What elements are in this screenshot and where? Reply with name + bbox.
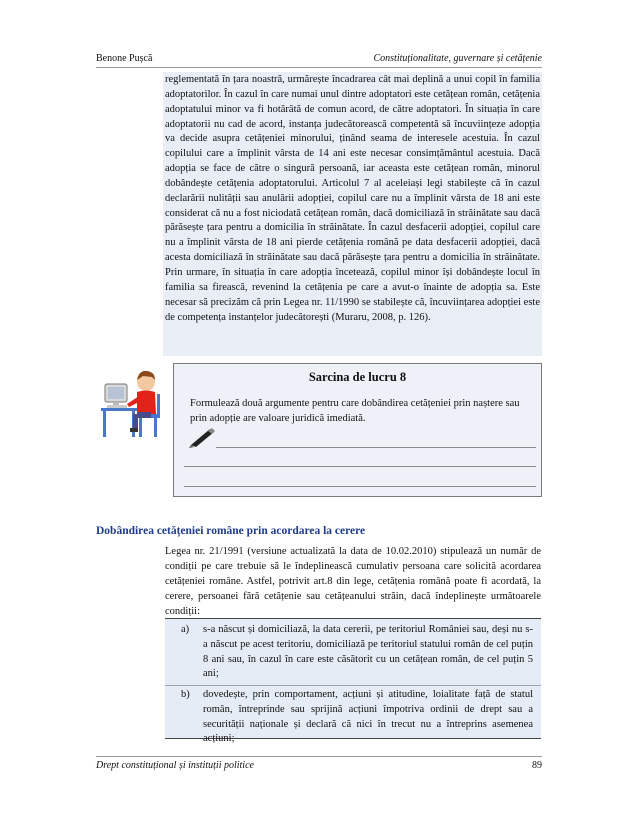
item-marker: b) — [181, 689, 190, 700]
writing-line — [216, 447, 536, 448]
task-title: Sarcina de lucru 8 — [308, 370, 407, 384]
header-title: Constituționalitate, guvernare și cetățenie — [373, 53, 542, 64]
header-divider — [96, 67, 542, 68]
item-marker: a) — [181, 624, 190, 635]
header-author: Benone Pușcă — [96, 53, 153, 64]
footer-divider — [96, 756, 542, 757]
list-item — [181, 623, 533, 683]
pen-icon — [188, 426, 216, 448]
item-text: dovedește, prin comportament, acțiuni și atitudine, loialitate față de statul român, întreprinde sau sprijină acțiuni împotriva ordinii de drept sau a securității naționale și declară că nici în trecut nu a întreprins asemenea acțiuni; — [203, 689, 533, 745]
writing-line — [184, 466, 536, 467]
list-item — [181, 688, 533, 745]
item-divider — [165, 685, 541, 686]
writing-line — [184, 486, 536, 487]
task-box — [173, 363, 542, 497]
page-number: 89 — [532, 760, 542, 771]
conditions-list — [165, 618, 541, 745]
child-at-computer-icon — [99, 362, 169, 440]
paragraph-adoption: reglementată în țara noastră, urmărește încadrarea cât mai deplină a unui copil în familia adoptatorilor. În cazul în care numai unul dintre adoptatori este cetățean român, cetățenia adoptatului minor va fi hotărâtă de comun acord, de către adoptatori. În situația în care adoptatorii nu cad de acord, instanța judecătorească competentă să încuviințeze adopția va decide asupra cetățeniei minorului, ținând seama de interesele acestuia. În cazul copilului care a împlinit vârsta de 14 ani este necesar consimțământul acestuia. Dacă adopția se face de către o singură persoană, iar aceasta este cetățean român, minorul dobândește cetățenia adoptatorului. Articolul 7 al aceleiași legi stabilește că în cazul declarării nulității sau anulării adopției, copilul care nu a împlinit vârsta de 18 ani este considerat că nu a fost niciodată cetățean român, dacă domiciliază în străinătate sau dacă părăsește țara pentru a domicilia în străinătate. În cazul desfacerii adopției, copilul care nu a împlinit vârsta de 18 ani pierde cetățenia română pe data desfacerii adopției, dacă acesta domiciliază în străinătate sau dacă părăsește țara pentru a domicilia în străinătate. Prin urmare, în situația în care adopția încetează, copilul minor își dobândește locul în familia sa firească, revenind la cetățenia pe care a avut-o înainte de adopția sa. Este necesar să precizăm că prin Legea nr. 11/1990 se stabilește că, încuviințarea adopției este de competența instanțelor judecătorești (Muraru, 2008, p. 126). — [165, 74, 540, 323]
item-text: s-a născut și domiciliază, la data cererii, pe teritoriul României sau, deși nu s-a născut pe acest teritoriu, domiciliază pe teritoriul statului român de cel puțin 8 ani sau, în cazul în care este căsătorit cu un cetățean român, de cel puțin 5 ani; — [203, 624, 533, 680]
paragraph-law: Legea nr. 21/1991 (versiune actualizată la data de 10.02.2010) stipulează un număr de condiții pe care trebuie să le îndeplinească cumulativ persoana care solicită acordarea cetățeniei române. Astfel, potrivit art.8 din lege, cetățenia română poate fi acordată, la cerere, persoanei fără cetățenie sau cetățeanului străin, dacă îndeplinește următoarele condiții: — [165, 546, 541, 617]
footer-course: Drept constituțional și instituții politice — [96, 760, 254, 771]
section-title: Dobândirea cetățeniei române prin acordarea la cerere — [96, 525, 366, 537]
task-text: Formulează două argumente pentru care dobândirea cetățeniei prin naștere sau prin adopție are valoare juridică imediată. — [190, 398, 520, 424]
